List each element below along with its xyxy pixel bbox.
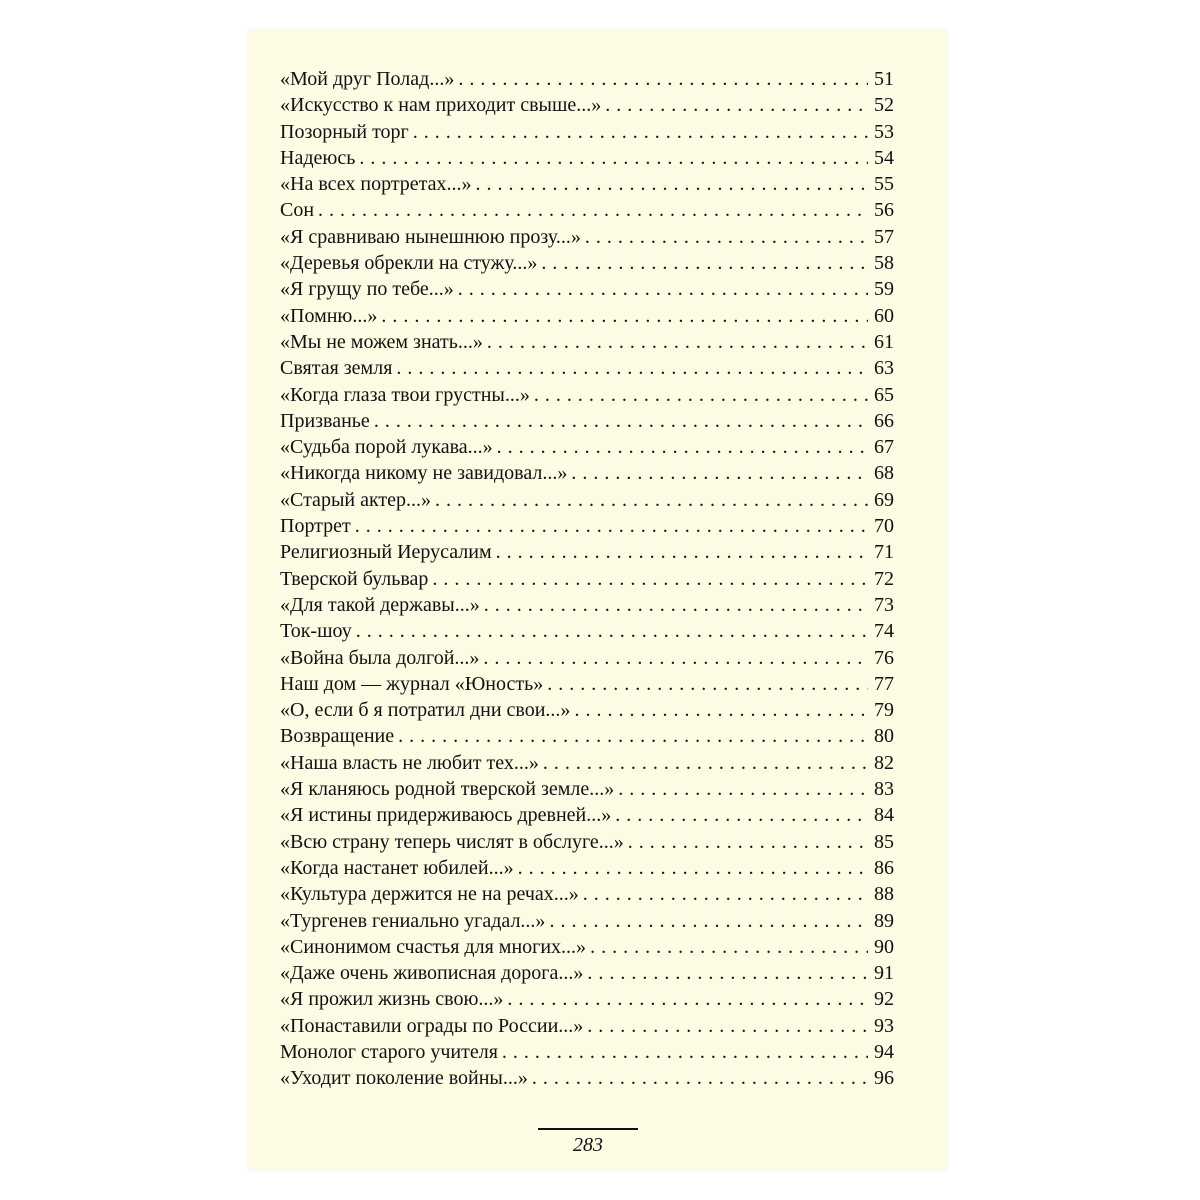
toc-entry-title: «Никогда никому не завидовал...» — [280, 462, 568, 485]
toc-entry-page: 92 — [874, 988, 894, 1011]
toc-entry-page: 54 — [874, 146, 894, 169]
toc-entry-page: 67 — [874, 436, 894, 459]
dot-leader — [374, 408, 868, 434]
toc-entry-title: «Когда глаза твои грустны...» — [280, 383, 530, 406]
toc-entry-title: «Я истины придерживаюсь древней...» — [280, 804, 612, 827]
toc-entry-page: 68 — [874, 462, 894, 485]
toc-entry — [280, 697, 894, 723]
toc-entry-title: Монолог старого учителя — [280, 1040, 498, 1063]
book-page — [248, 30, 948, 1170]
dot-leader — [534, 382, 868, 408]
dot-leader — [458, 276, 868, 302]
toc-entry-title: «Культура держится не на речах...» — [280, 883, 579, 906]
dot-leader — [476, 171, 868, 197]
dot-leader — [435, 487, 868, 513]
toc-entry — [280, 487, 894, 513]
dot-leader — [605, 92, 868, 118]
dot-leader — [487, 329, 868, 355]
toc-entry-title: «Война была долгой...» — [280, 646, 480, 669]
toc-entry-page: 79 — [874, 699, 894, 722]
dot-leader — [398, 723, 868, 749]
toc-entry — [280, 802, 894, 828]
toc-entry — [280, 908, 894, 934]
dot-leader — [518, 855, 868, 881]
toc-entry-title: «На всех портретах...» — [280, 173, 472, 196]
toc-entry-title: «Наша власть не любит тех...» — [280, 751, 539, 774]
toc-entry — [280, 934, 894, 960]
toc-entry-page: 93 — [874, 1014, 894, 1037]
toc-entry — [280, 645, 894, 671]
dot-leader — [381, 303, 868, 329]
toc-entry — [280, 1039, 894, 1065]
toc-entry-page: 77 — [874, 672, 894, 695]
toc-entry — [280, 723, 894, 749]
dot-leader — [318, 197, 868, 223]
toc-entry-title: Сон — [280, 199, 315, 222]
toc-entry-title: «Старый актер...» — [280, 488, 432, 511]
toc-entry-page: 89 — [874, 909, 894, 932]
toc-entry-title: «Синонимом счастья для многих...» — [280, 935, 587, 958]
dot-leader — [541, 250, 868, 276]
toc-entry-title: «Я грущу по тебе...» — [280, 278, 454, 301]
dot-leader — [571, 460, 868, 486]
toc-entry-page: 69 — [874, 488, 894, 511]
toc-entry-page: 80 — [874, 725, 894, 748]
dot-leader — [507, 986, 868, 1012]
table-of-contents — [280, 66, 894, 1092]
dot-leader — [496, 539, 868, 565]
toc-entry-page: 73 — [874, 593, 894, 616]
toc-entry — [280, 119, 894, 145]
toc-entry-title: «Даже очень живописная дорога...» — [280, 962, 584, 985]
toc-entry-page: 90 — [874, 935, 894, 958]
toc-entry-title: Ток-шоу — [280, 620, 352, 643]
toc-entry — [280, 881, 894, 907]
toc-entry-title: «Деревья обрекли на стужу...» — [280, 252, 538, 275]
toc-entry-title: «Мой друг Полад...» — [280, 68, 455, 90]
toc-entry-title: Надеюсь — [280, 146, 356, 169]
toc-entry-page: 83 — [874, 778, 894, 801]
dot-leader — [574, 697, 868, 723]
dot-leader — [583, 881, 868, 907]
dot-leader — [355, 513, 868, 539]
toc-entry-page: 71 — [874, 541, 894, 564]
toc-entry — [280, 776, 894, 802]
toc-entry-page: 53 — [874, 120, 894, 143]
toc-entry — [280, 829, 894, 855]
toc-entry — [280, 92, 894, 118]
toc-entry-page: 57 — [874, 225, 894, 248]
toc-entry-page: 55 — [874, 173, 894, 196]
toc-entry-page: 96 — [874, 1067, 894, 1090]
toc-entry-page: 76 — [874, 646, 894, 669]
toc-entry-page: 51 — [874, 68, 894, 90]
toc-entry — [280, 1065, 894, 1091]
toc-entry — [280, 460, 894, 486]
toc-entry-title: «Искусство к нам приходит свыше...» — [280, 94, 602, 117]
toc-entry-page: 56 — [874, 199, 894, 222]
toc-entry — [280, 145, 894, 171]
toc-entry — [280, 408, 894, 434]
dot-leader — [502, 1039, 868, 1065]
toc-entry-page: 74 — [874, 620, 894, 643]
toc-entry-title: Святая земля — [280, 357, 393, 380]
toc-entry-title: Призванье — [280, 409, 370, 432]
dot-leader — [497, 434, 868, 460]
toc-entry — [280, 66, 894, 92]
toc-entry-title: Позорный торг — [280, 120, 409, 143]
toc-entry-page: 60 — [874, 304, 894, 327]
toc-entry-page: 85 — [874, 830, 894, 853]
toc-entry — [280, 329, 894, 355]
toc-entry-title: «Я кланяюсь родной тверской земле...» — [280, 778, 615, 801]
toc-entry-title: «Понаставили ограды по России...» — [280, 1014, 584, 1037]
toc-entry — [280, 197, 894, 223]
toc-entry — [280, 1013, 894, 1039]
dot-leader — [549, 908, 868, 934]
toc-entry — [280, 566, 894, 592]
toc-entry-title: «Всю страну теперь числят в обслуге...» — [280, 830, 624, 853]
dot-leader — [587, 1013, 868, 1039]
toc-entry-title: «Помню...» — [280, 304, 378, 327]
toc-entry-page: 84 — [874, 804, 894, 827]
toc-entry-title: Религиозный Иерусалим — [280, 541, 492, 564]
toc-entry-page: 63 — [874, 357, 894, 380]
dot-leader — [547, 671, 868, 697]
toc-entry — [280, 224, 894, 250]
toc-entry — [280, 434, 894, 460]
toc-entry — [280, 355, 894, 381]
toc-entry — [280, 671, 894, 697]
dot-leader — [356, 618, 868, 644]
toc-entry-title: «Судьба порой лукава...» — [280, 436, 493, 459]
toc-entry-title: «Я прожил жизнь свою...» — [280, 988, 504, 1011]
toc-entry-title: «Уходит поколение войны...» — [280, 1067, 528, 1090]
toc-entry — [280, 750, 894, 776]
dot-leader — [628, 829, 868, 855]
dot-leader — [587, 960, 868, 986]
dot-leader — [615, 802, 868, 828]
toc-entry — [280, 618, 894, 644]
toc-entry-title: «Тургенев гениально угадал...» — [280, 909, 546, 932]
toc-entry-page: 61 — [874, 330, 894, 353]
toc-entry-page: 82 — [874, 751, 894, 774]
dot-leader — [532, 1065, 868, 1091]
page-number: 283 — [573, 1134, 603, 1156]
toc-entry-page: 91 — [874, 962, 894, 985]
dot-leader — [396, 355, 868, 381]
toc-entry-title: «Для такой державы...» — [280, 593, 480, 616]
toc-entry-page: 86 — [874, 856, 894, 879]
dot-leader — [359, 145, 868, 171]
footer-rule — [538, 1128, 638, 1130]
dot-leader — [543, 750, 868, 776]
toc-entry — [280, 171, 894, 197]
dot-leader — [432, 566, 868, 592]
toc-entry-page: 65 — [874, 383, 894, 406]
dot-leader — [618, 776, 868, 802]
toc-entry-page: 59 — [874, 278, 894, 301]
toc-entry-page: 52 — [874, 94, 894, 117]
toc-entry — [280, 382, 894, 408]
toc-entry-page: 94 — [874, 1040, 894, 1063]
toc-entry-title: «Когда настанет юбилей...» — [280, 856, 514, 879]
toc-entry — [280, 592, 894, 618]
dot-leader — [585, 224, 868, 250]
toc-entry — [280, 539, 894, 565]
toc-entry — [280, 513, 894, 539]
toc-entry — [280, 986, 894, 1012]
dot-leader — [590, 934, 868, 960]
toc-entry-title: Тверской бульвар — [280, 567, 429, 590]
toc-entry — [280, 303, 894, 329]
toc-entry-title: «О, если б я потратил дни свои...» — [280, 699, 571, 722]
toc-entry-title: «Мы не можем знать...» — [280, 330, 483, 353]
toc-entry-page: 58 — [874, 252, 894, 275]
toc-entry-page: 70 — [874, 515, 894, 538]
toc-entry — [280, 855, 894, 881]
toc-entry-title: «Я сравниваю нынешнюю прозу...» — [280, 225, 581, 248]
toc-entry-page: 72 — [874, 567, 894, 590]
toc-entry-page: 66 — [874, 409, 894, 432]
toc-entry — [280, 960, 894, 986]
dot-leader — [413, 119, 868, 145]
toc-entry-page: 88 — [874, 883, 894, 906]
toc-entry — [280, 250, 894, 276]
toc-entry-title: Возвращение — [280, 725, 395, 748]
dot-leader — [483, 645, 868, 671]
toc-entry-title: Портрет — [280, 515, 351, 538]
dot-leader — [458, 66, 868, 92]
toc-entry — [280, 276, 894, 302]
dot-leader — [484, 592, 868, 618]
toc-entry-title: Наш дом — журнал «Юность» — [280, 672, 544, 695]
